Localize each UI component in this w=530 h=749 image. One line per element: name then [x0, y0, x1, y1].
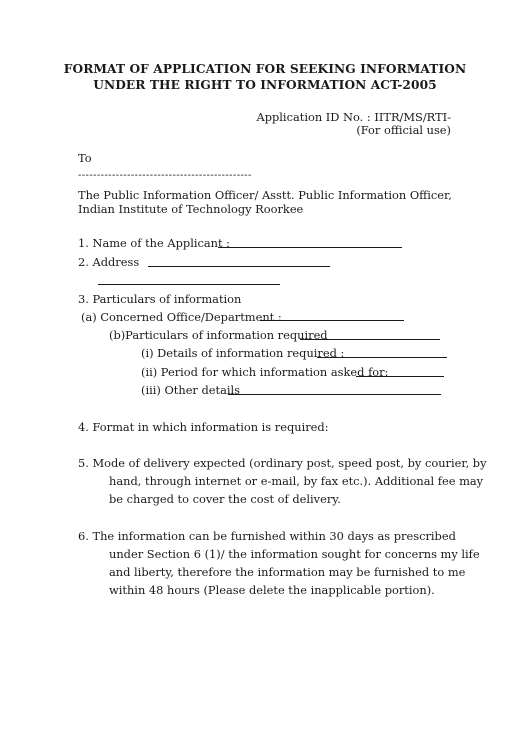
other-details-label: (iii) Other details — [141, 383, 241, 397]
particulars-label: 3. Particulars of information — [78, 292, 242, 306]
application-id-label: Application ID No. : IITR/MS/RTI- — [256, 110, 451, 124]
to-label: To — [78, 151, 92, 165]
timing-line-2: under Section 6 (1)/ the information sought for concerns my life — [109, 547, 480, 561]
period-asked-label: (ii) Period for which information asked for: — [141, 365, 389, 379]
other-details-field[interactable] — [228, 394, 441, 395]
particulars-required-field[interactable] — [300, 339, 440, 340]
details-required-field[interactable] — [317, 357, 447, 358]
timing-line-4: within 48 hours (Please delete the inapplicable portion). — [109, 583, 435, 597]
official-use-note: (For official use) — [356, 123, 451, 137]
delivery-mode-line-3: be charged to cover the cost of delivery. — [109, 492, 341, 506]
details-required-label: (i) Details of information required : — [141, 346, 345, 360]
format-label: 4. Format in which information is required: — [78, 420, 329, 434]
institute-line: Indian Institute of Technology Roorkee — [78, 202, 304, 216]
particulars-required-label: (b)Particulars of information required — [109, 328, 328, 342]
timing-line-1: 6. The information can be furnished within 30 days as prescribed — [78, 529, 456, 543]
applicant-name-label: 1. Name of the Applicant : — [78, 236, 231, 250]
recipient-dashes: ---------------------------------------------- — [78, 170, 252, 181]
address-label: 2. Address — [78, 255, 140, 269]
form-title-line-1: FORMAT OF APPLICATION FOR SEEKING INFORMATION — [63, 62, 467, 76]
officer-line: The Public Information Officer/ Asstt. Public Information Officer, — [78, 188, 452, 202]
address-field-line-1[interactable] — [148, 266, 330, 267]
delivery-mode-line-2: hand, through internet or e-mail, by fax etc.). Additional fee may — [109, 474, 484, 488]
period-asked-field[interactable] — [356, 376, 444, 377]
form-title-line-2: UNDER THE RIGHT TO INFORMATION ACT-2005 — [93, 78, 437, 92]
address-field-line-2[interactable] — [98, 284, 280, 285]
timing-line-3: and liberty, therefore the information may be furnished to me — [109, 565, 466, 579]
concerned-office-field[interactable] — [260, 320, 404, 321]
applicant-name-field[interactable] — [218, 247, 402, 248]
delivery-mode-line-1: 5. Mode of delivery expected (ordinary post, speed post, by courier, by — [78, 456, 487, 470]
concerned-office-label: (a) Concerned Office/Department : — [81, 310, 282, 324]
